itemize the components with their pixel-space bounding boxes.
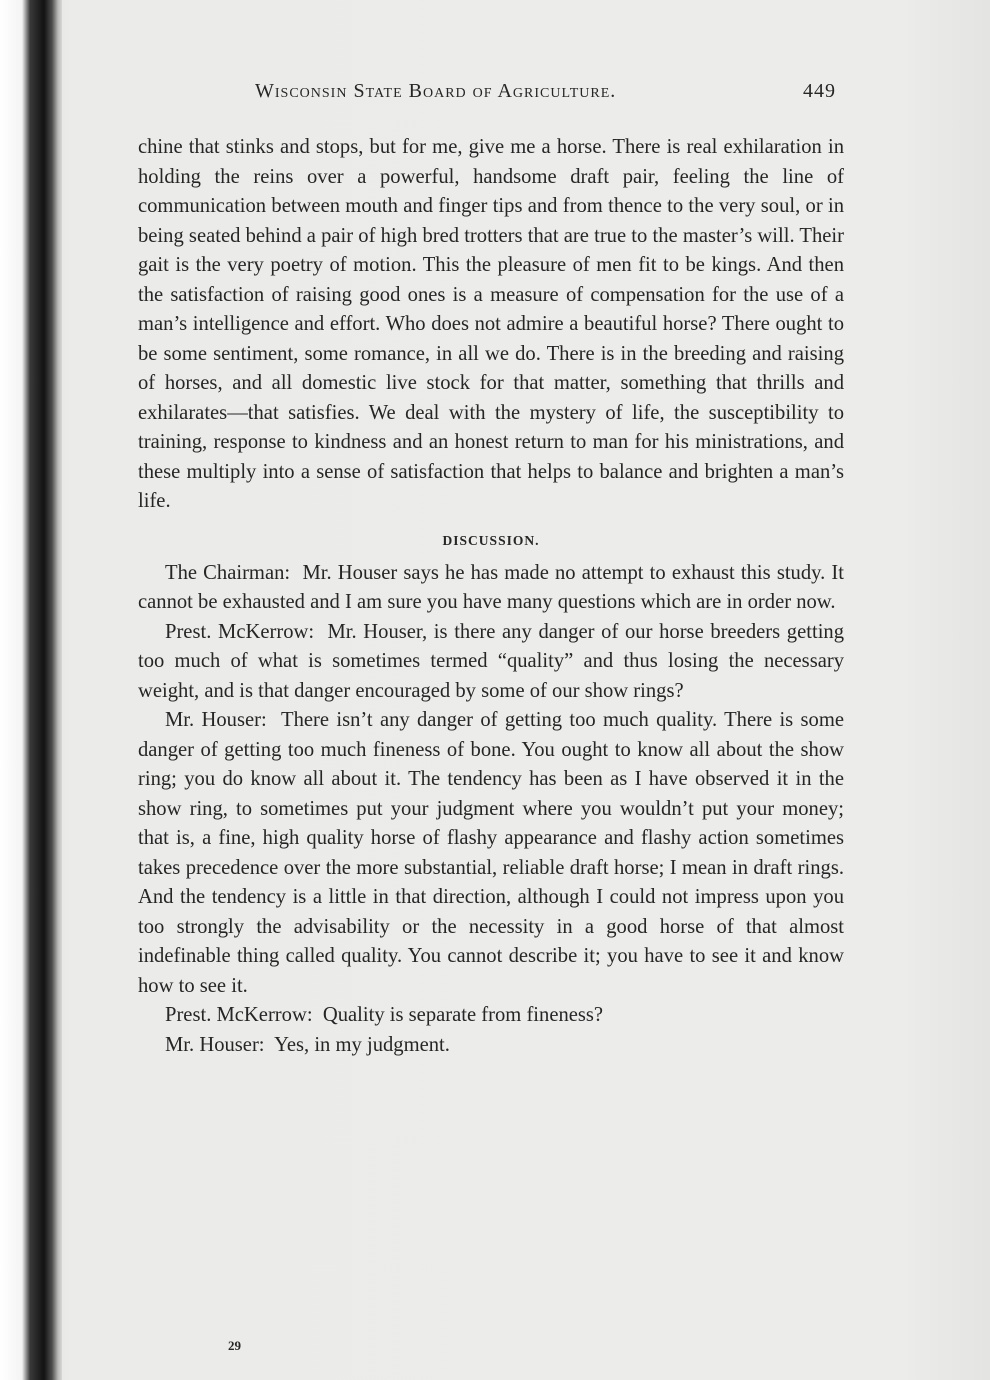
paragraph-exchange [138, 618, 844, 707]
running-header [255, 80, 855, 112]
speaker-label: Mr. Houser: [165, 1033, 265, 1056]
exchange-text: Yes, in my judgment. [274, 1033, 450, 1056]
speaker-label: Prest. McKerrow: [165, 620, 315, 643]
paragraph-continuation: chine that stinks and stops, but for me, give me a horse. There is real exhilaration in holding the reins over a powerful, handsome draft pair, feeling the line of communication between mouth and finger tips and from thence to the very soul, or in being seated behind a pair of high bred trotters that are true to the master’s will. Their gait is the very poetry of motion. This the pleasure of men fit to be kings. And then the satisfaction of raising good ones is a measure of compensation for the use of a man’s intelligence and effort. Who does not admire a beautiful horse? There ought to be some sentiment, some romance, in all we do. There is in the breeding and raising of horses, and all domestic live stock for that matter, something that thrills and exhilarates—that satisfies. We deal with the mystery of life, the susceptibility to training, response to kindness and an honest return to man for his ministrations, and these multiply into a sense of satisfaction that helps to balance and brighten a man’s life. [138, 136, 844, 512]
signature-mark: 29 [228, 1338, 241, 1353]
speaker-label: Prest. McKerrow: [165, 1004, 313, 1026]
speaker-label: Mr. Houser: [165, 709, 267, 731]
exchange-text: Quality is separate from fineness? [322, 1004, 604, 1026]
page-number: 449 [803, 80, 836, 102]
paragraph-exchange [138, 706, 844, 1001]
paragraph-exchange [138, 559, 844, 618]
exchange-text: Mr. Houser, is there any danger of our horse breeders getting too much of what is sometimes termed “quality” and thus losing the necessary weight, and is that danger encouraged by some of our show rings? [138, 620, 845, 702]
body-text [138, 133, 844, 1060]
section-heading: DISCUSSION. [442, 532, 540, 548]
exchange-text: Mr. Houser says he has made no attempt to exhaust this study. It cannot be exhausted and I am sure you have many questions which are in order now. [138, 561, 844, 613]
running-header-title: Wisconsin State Board of Agriculture. [255, 80, 617, 102]
speaker-label: The Chairman: [165, 561, 291, 584]
paragraph-exchange [138, 1001, 844, 1031]
exchange-text: There isn’t any danger of getting too much quality. There is some danger of getting too much fineness of bone. You ought to know all about the show ring; you do know all about it. The tendency has been as I have observed it in the show ring, to sometimes put your judgment where you wouldn’t put your money; that is, a fine, high quality horse of flashy appearance and flashy action sometimes takes precedence over the more substantial, reliable draft horse; I mean in draft rings. And the tendency is a little in that direction, although I could not impress upon you too strongly the advisability or the necessity in a good horse of that almost indefinable thing called quality. You cannot describe it; you have to see it and know how to see it. [138, 709, 844, 997]
paragraph-exchange [138, 1031, 844, 1061]
book-binding-shadow [0, 0, 62, 1380]
